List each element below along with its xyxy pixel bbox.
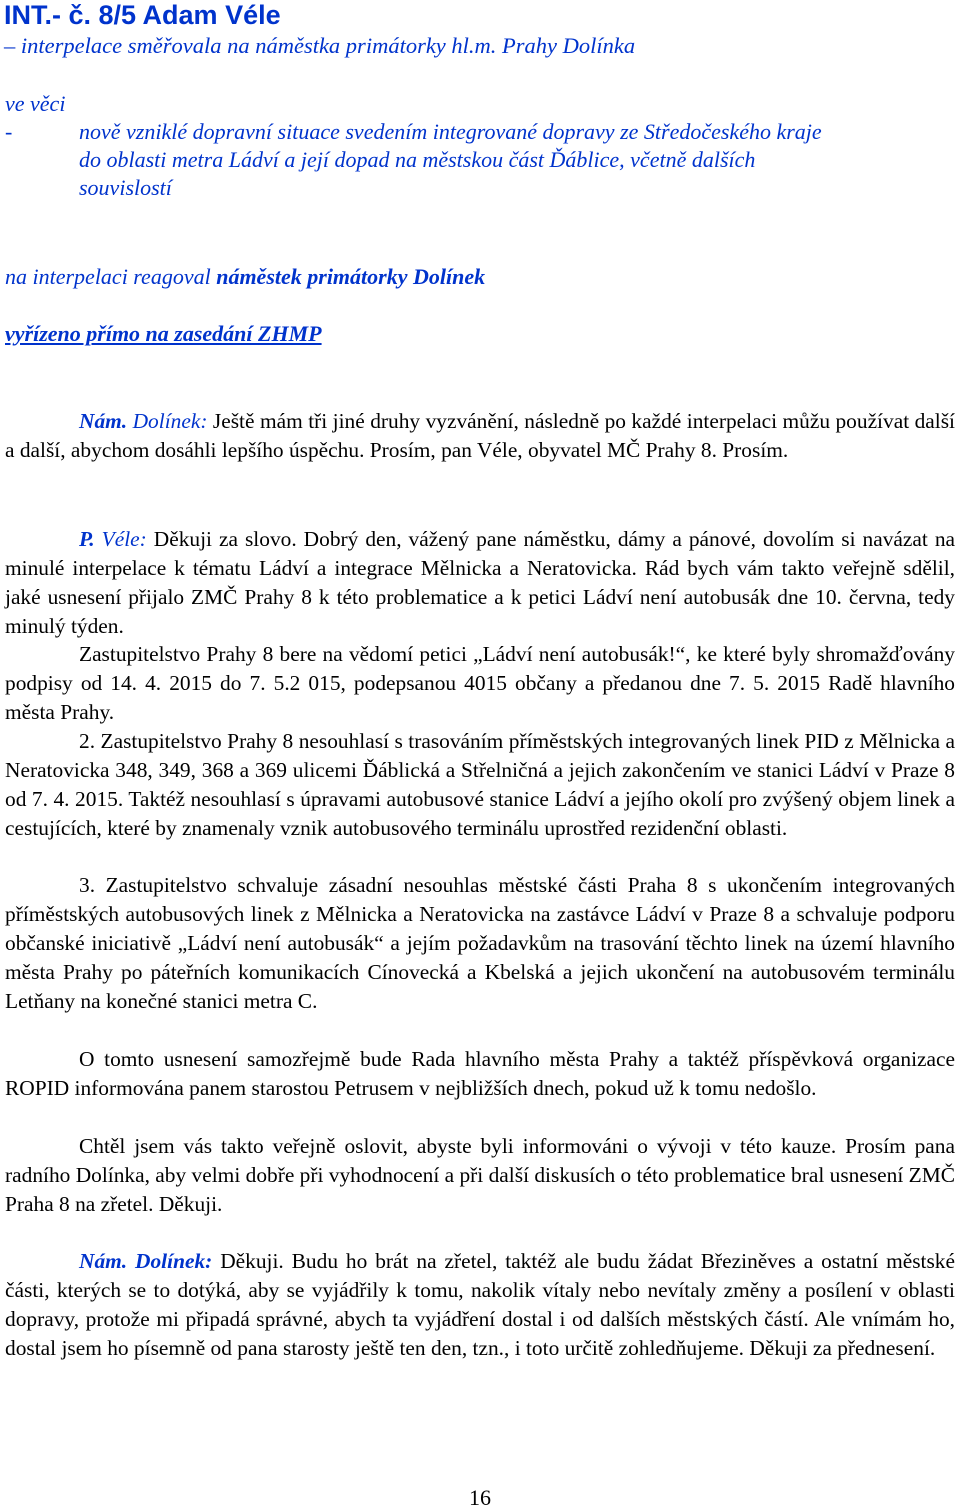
interpellation-subtitle	[4, 33, 635, 59]
speaker-label-nam-dolinek: Nám. Dolínek:	[79, 1249, 213, 1273]
resolution-status: vyřízeno přímo na zasedání ZHMP	[5, 321, 322, 346]
speech-3: Zastupitelstvo Prahy 8 bere na vědomí petici „Ládví není autobusák!“, ke které byly shromažďovány podpisy od 14. 4. 2015 do 7. 5.2 015, podepsanou 4015 občany a předanou dne 7. 5. 2015 Radě hlavního města Prahy.	[5, 642, 955, 724]
speech-8-text: Děkuji. Budu ho brát na zřetel, taktéž ale budu žádat Březiněves a ostatní městské části, kterých se to dotýká, aby se vyjádřily k tomu, nakolik vítaly nebo nevítaly změny a posílení v oblasti dopravy, protože mi připadá správné, abych ta vyjádření dostal i od dalších městských částí. Ale vnímám ho, dostal jsem ho písemně od pana starosty ještě ten den, tzn., i toto určitě zohledňujeme. Děkuji za přednesení.	[5, 1249, 955, 1360]
subtitle-prefix: – interpelace směřovala na	[4, 33, 256, 58]
interpellation-title: INT.- č. 8/5 Adam Véle	[4, 0, 281, 30]
topic-bullet-line-2: do oblasti metra Ládví a její dopad na městskou část Ďáblice, včetně dalších	[79, 147, 756, 172]
speech-1-text-a: Ještě mám tři jiné druhy vyzvánění, následně po každé interpelaci můžu používat další a další, abychom dosáhli lepšího úspěchu.	[5, 409, 955, 462]
speech-7: Chtěl jsem vás takto veřejně oslovit, abyste byli informováni o vývoji v této kauze. Prosím pana radního Dolínka, aby velmi dobře při vyhodnocení a při další diskusích o této problematice bral usnesení ZMČ Praha 8 na zřetel. Děkuji.	[5, 1134, 955, 1216]
speech-2	[5, 525, 955, 641]
speech-5: 3. Zastupitelstvo schvaluje zásadní nesouhlas městské části Praha 8 s ukončením integrovaných příměstských autobusových linek z Mělnicka a Neratovicka na zastávce Ládví v Praze 8 a schvaluje podporu občanské iniciativě „Ládví není autobusák“ a jejím požadavkům na trasování těchto linek na území hlavního města Prahy po páteřních komunikacích Cínovecká a Kbelská a jejich ukončení na autobusovém terminálu Letňany na konečné stanici metra C.	[5, 873, 955, 1013]
speech-2-text: Děkuji za slovo. Dobrý den, vážený pane náměstku, dámy a pánové, dovolím si navázat na minulé interpelace k tématu Ládví a integrace Mělnicka a Neratovicka. Rád bych vám takto veřejně sdělil, jaké usnesení přijalo ZMČ Prahy 8 k této problematice a k petici Ládví není autobusák dne 10. června, tedy minulý týden.	[5, 527, 956, 638]
response-prefix: na interpelaci reagoval	[5, 264, 217, 289]
speech-1-text-b: Prosím, pan Véle, obyvatel MČ Prahy 8. Prosím.	[364, 437, 789, 462]
subtitle-rest: náměstka primátorky hl.m. Prahy Dolínka	[255, 33, 636, 58]
bullet-dash: -	[5, 119, 13, 144]
topic-bullet-line-3: souvislostí	[79, 175, 172, 200]
responder-name: náměstek primátorky Dolínek	[216, 264, 486, 289]
topic-bullet-text	[79, 118, 949, 202]
speaker-label-p: P.	[79, 527, 95, 551]
speech-8	[5, 1247, 955, 1363]
speaker-label-dolinek: Dolínek:	[127, 409, 208, 433]
speech-1	[5, 407, 955, 465]
topic-bullet-line-1: nově vzniklé dopravní situace svedením integrované dopravy ze Středočeského kraje	[79, 119, 822, 144]
page-number: 16	[469, 1485, 491, 1510]
speaker-label-nam: Nám.	[79, 409, 128, 433]
speech-6: O tomto usnesení samozřejmě bude Rada hlavního města Prahy a taktéž příspěvková organizace ROPID informována panem starostou Petrusem v nejbližších dnech, pokud už k tomu nedošlo.	[5, 1047, 955, 1100]
speaker-label-vele: Véle:	[94, 527, 147, 551]
speech-4: 2. Zastupitelstvo Prahy 8 nesouhlasí s trasováním příměstských integrovaných linek PID z Mělnicka a Neratovicka 348, 349, 368 a 369 ulicemi Ďáblická a Střelničná a jejich zakončením ve stanici Ládví v Praze 8 od 7. 4. 2015. Taktéž nesouhlasí s úpravami autobusové stanice Ládví a jejího okolí pro zvýšený objem linek a cestujících, které by znamenaly vznik autobusového terminálu uprostřed rezidenční oblasti.	[5, 729, 955, 840]
topic-bullet	[5, 118, 955, 204]
topic-intro: ve věci	[5, 91, 66, 116]
response-line	[5, 263, 955, 291]
